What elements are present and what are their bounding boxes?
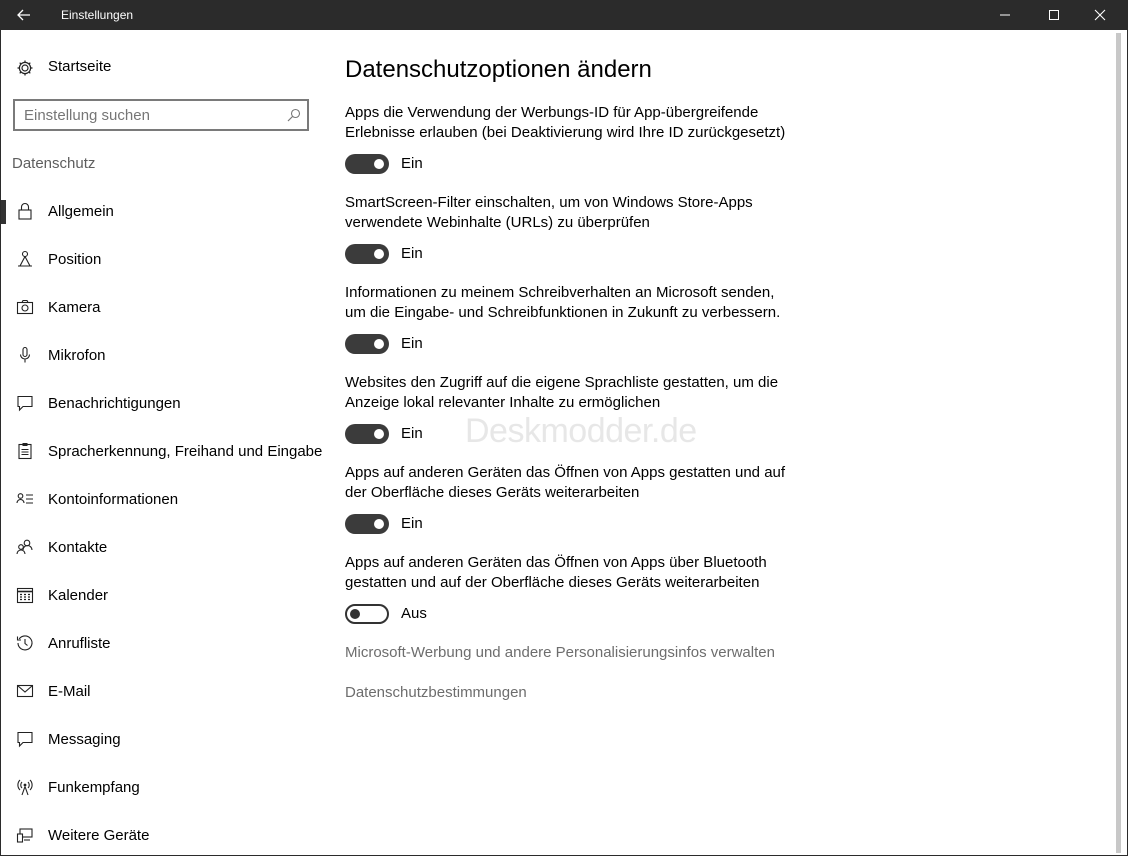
ads-personalization-link[interactable]: Microsoft-Werbung und andere Personalisierungsinfos verwalten [345,644,775,661]
setting-description [345,463,805,503]
microphone-icon [16,346,34,364]
account-info-icon [16,490,34,508]
setting-smartscreen [345,193,805,265]
section-title: Datenschutz [12,155,96,172]
back-button[interactable] [0,0,48,30]
sidebar-item-label: Funkempfang [48,779,140,796]
setting-description-line: Apps auf anderen Geräten das Öffnen von Apps über Bluetooth [345,554,767,571]
mail-icon [16,682,34,700]
lock-icon [16,202,34,220]
sidebar-item-label: Messaging [48,731,121,748]
sidebar-item-anrufliste[interactable] [0,620,330,668]
page-title: Datenschutzoptionen ändern [345,56,652,83]
setting-description-line: Apps auf anderen Geräten das Öffnen von Apps gestatten und auf [345,464,786,481]
search-box[interactable] [13,99,309,131]
setting-description [345,193,805,233]
sidebar-item-label: Kalender [48,587,109,604]
message-icon [16,730,34,748]
setting-description-line: Informationen zu meinem Schreibverhalten an Microsoft senden, [345,284,775,301]
sidebar-item-label: Kontoinformationen [48,491,179,508]
sidebar-item-messaging[interactable] [0,716,330,764]
close-button[interactable] [1077,0,1123,30]
location-icon [16,250,34,268]
setting-typing-info [345,283,805,355]
window-title: Einstellungen [61,8,134,22]
sidebar-item-label: Spracherkennung, Freihand und Eingabe [48,443,323,460]
sidebar-item-kamera[interactable] [0,284,330,332]
smartscreen-toggle[interactable] [345,244,389,264]
other-devices-toggle[interactable] [345,514,389,534]
sidebar-item-label: Benachrichtigungen [48,395,181,412]
search-icon[interactable] [287,108,301,122]
sidebar-item-mikrofon[interactable] [0,332,330,380]
setting-description-line: gestatten und auf der Oberfläche dieses Geräts weiterarbeiten [345,574,760,591]
sidebar-item-email[interactable] [0,668,330,716]
sidebar-item-spracherkennung[interactable] [0,428,330,476]
language-list-toggle[interactable] [345,424,389,444]
title-bar [0,0,1128,30]
sidebar-item-kontoinformationen[interactable] [0,476,330,524]
sidebar-item-benachrichtigungen[interactable] [0,380,330,428]
advertising-id-toggle[interactable] [345,154,389,174]
setting-description-line: SmartScreen-Filter einschalten, um von Windows Store-Apps [345,194,753,211]
sidebar-item-kalender[interactable] [0,572,330,620]
privacy-statement-link[interactable]: Datenschutzbestimmungen [345,684,527,701]
setting-description [345,373,805,413]
calendar-icon [16,586,34,604]
devices-icon [16,826,34,844]
sidebar-item-kontakte[interactable] [0,524,330,572]
setting-description [345,283,805,323]
notification-icon [16,394,34,412]
maximize-button[interactable] [1031,0,1077,30]
toggle-state-label: Ein [401,515,423,532]
contacts-icon [16,538,34,556]
sidebar-item-label: Kamera [48,299,101,316]
setting-description-line: der Oberfläche dieses Geräts weiterarbeiten [345,484,640,501]
sidebar-item-weitere-geraete[interactable] [0,812,330,856]
close-icon [1094,9,1106,21]
toggle-state-label: Aus [401,605,427,622]
scrollbar[interactable] [1116,33,1121,853]
radio-icon [16,778,34,796]
sidebar-item-funkempfang[interactable] [0,764,330,812]
setting-advertising-id [345,103,805,175]
setting-other-devices [345,463,805,535]
search-input[interactable] [24,106,274,124]
setting-description-line: um die Eingabe- und Schreibfunktionen in Zukunft zu verbessern. [345,304,781,321]
toggle-state-label: Ein [401,155,423,172]
clipboard-icon [16,442,34,460]
setting-description-line: Apps die Verwendung der Werbungs-ID für App-übergreifende [345,104,759,121]
camera-icon [16,298,34,316]
setting-bluetooth-devices [345,553,805,625]
gear-icon [16,59,34,77]
typing-info-toggle[interactable] [345,334,389,354]
setting-description-line: Websites den Zugriff auf die eigene Sprachliste gestatten, um die [345,374,779,391]
sidebar-nav [0,188,330,856]
bluetooth-devices-toggle[interactable] [345,604,389,624]
sidebar-item-position[interactable] [0,236,330,284]
sidebar-item-label: Mikrofon [48,347,106,364]
toggle-state-label: Ein [401,335,423,352]
home-link[interactable] [16,57,112,79]
sidebar-item-allgemein[interactable] [0,188,330,236]
setting-description-line: verwendete Webinhalte (URLs) zu überprüfen [345,214,650,231]
setting-description-line: Anzeige lokal relevanter Inhalte zu ermöglichen [345,394,661,411]
sidebar-item-label: E-Mail [48,683,91,700]
toggle-state-label: Ein [401,425,423,442]
maximize-icon [1048,9,1060,21]
minimize-icon [999,9,1011,21]
setting-description [345,103,805,143]
home-label: Startseite [48,58,112,75]
setting-description [345,553,805,593]
call-history-icon [16,634,34,652]
sidebar-item-label: Anrufliste [48,635,111,652]
sidebar-item-label: Weitere Geräte [48,827,150,844]
sidebar-item-label: Kontakte [48,539,108,556]
minimize-button[interactable] [982,0,1028,30]
watermark: Deskmodder.de [465,412,697,450]
sidebar-item-label: Position [48,251,102,268]
setting-description-line: Erlebnisse erlauben (bei Deaktivierung wird Ihre ID zurückgesetzt) [345,124,786,141]
back-arrow-icon [17,9,31,21]
sidebar-item-label: Allgemein [48,203,114,220]
toggle-state-label: Ein [401,245,423,262]
